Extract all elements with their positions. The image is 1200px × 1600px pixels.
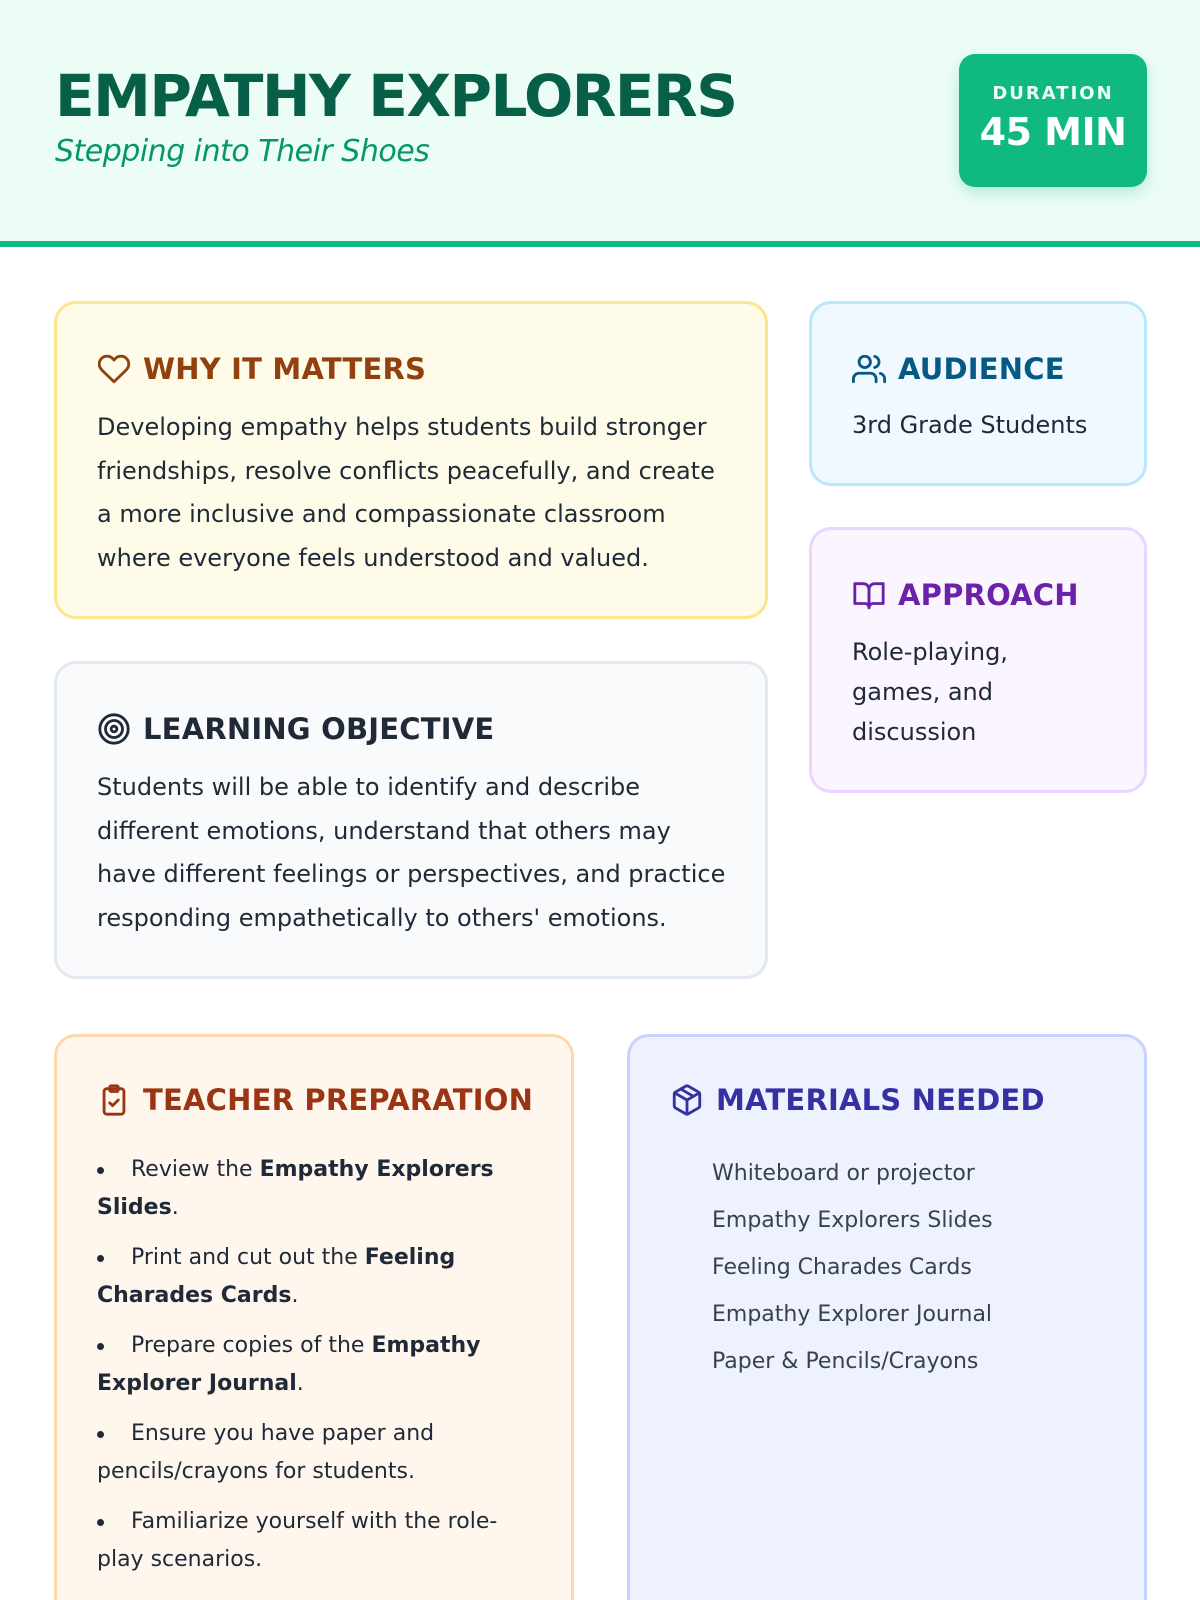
duration-value: 45 MIN xyxy=(979,110,1127,154)
teacher-preparation-card xyxy=(54,1034,574,1600)
why-it-matters-title: WHY IT MATTERS xyxy=(143,352,427,386)
list-item: Empathy Explorer Journal xyxy=(712,1302,993,1327)
audience-text: 3rd Grade Students xyxy=(852,411,1088,439)
learning-objective-title: LEARNING OBJECTIVE xyxy=(143,712,495,746)
teacher-preparation-title: TEACHER PREPARATION xyxy=(143,1083,534,1117)
why-it-matters-card xyxy=(54,301,768,619)
page-title: EMPATHY EXPLORERS xyxy=(55,62,737,130)
teacher-preparation-list xyxy=(97,1151,537,1591)
package-icon xyxy=(670,1083,704,1117)
list-item: Prepare copies of the Empathy Explorer Journal. xyxy=(97,1327,537,1402)
list-item: Paper & Pencils/Crayons xyxy=(712,1349,979,1374)
audience-title: AUDIENCE xyxy=(898,352,1065,386)
why-it-matters-text: Developing empathy helps students build stronger friendships, resolve conflicts peacefully, and create a more inclusive and compassionate classroom where everyone feels understood and valued. xyxy=(97,413,715,572)
approach-text: Role-playing, games, and discussion xyxy=(852,638,1008,746)
audience-card xyxy=(809,301,1147,486)
heart-icon xyxy=(97,352,131,386)
materials-needed-title: MATERIALS NEEDED xyxy=(716,1083,1045,1117)
clipboard-check-icon xyxy=(97,1083,131,1117)
list-item: Whiteboard or projector xyxy=(712,1161,975,1186)
duration-badge xyxy=(959,54,1147,187)
open-book-icon xyxy=(852,578,886,612)
list-item: Review the Empathy Explorers Slides. xyxy=(97,1151,537,1226)
list-item: Print and cut out the Feeling Charades Cards. xyxy=(97,1239,537,1314)
materials-list xyxy=(712,1150,993,1385)
learning-objective-text: Students will be able to identify and describe different emotions, understand that others may have different feelings or perspectives, and practice responding empathetically to others' emotions. xyxy=(97,773,726,932)
list-item: Ensure you have paper and pencils/crayons for students. xyxy=(97,1415,537,1490)
list-item: Familiarize yourself with the role-play scenarios. xyxy=(97,1503,537,1578)
approach-card xyxy=(809,527,1147,793)
approach-title: APPROACH xyxy=(898,578,1079,612)
page-subtitle: Stepping into Their Shoes xyxy=(55,134,430,169)
target-icon xyxy=(97,712,131,746)
list-item: Feeling Charades Cards xyxy=(712,1255,972,1280)
learning-objective-card xyxy=(54,661,768,979)
page-header xyxy=(0,0,1200,247)
materials-needed-card xyxy=(627,1034,1147,1600)
users-icon xyxy=(852,352,886,386)
list-item: Empathy Explorers Slides xyxy=(712,1208,993,1233)
duration-label: DURATION xyxy=(992,83,1114,104)
